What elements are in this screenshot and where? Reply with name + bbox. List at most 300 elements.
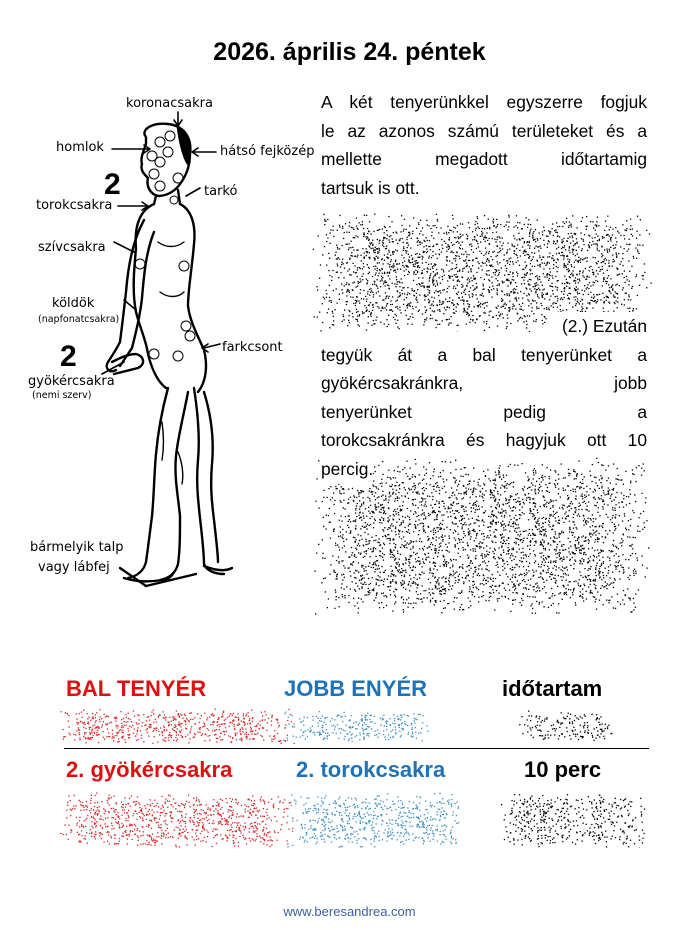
noise-dot — [568, 271, 569, 272]
noise-dot — [611, 582, 612, 583]
noise-dot — [468, 294, 469, 295]
noise-dot — [357, 236, 358, 237]
noise-dot — [504, 568, 505, 569]
noise-dot — [394, 266, 395, 267]
noise-dot — [377, 268, 378, 269]
noise-dot — [580, 505, 581, 506]
noise-dot — [608, 585, 609, 586]
noise-dot — [373, 588, 374, 589]
noise-dot — [534, 554, 535, 555]
noise-dot — [429, 592, 430, 593]
noise-dot — [452, 505, 453, 506]
noise-dot — [425, 532, 426, 533]
noise-dot — [639, 531, 640, 532]
noise-dot — [508, 484, 509, 485]
noise-dot — [431, 257, 432, 258]
noise-dot — [490, 523, 491, 524]
noise-dot — [471, 507, 472, 508]
noise-dot — [481, 234, 482, 235]
noise-dot — [522, 512, 523, 513]
noise-dot — [355, 583, 356, 584]
noise-dot — [557, 241, 558, 242]
noise-dot — [423, 573, 424, 574]
noise-dot — [558, 280, 559, 281]
noise-dot — [534, 545, 535, 546]
noise-dot — [542, 296, 543, 297]
noise-dot — [579, 271, 580, 272]
noise-dot — [392, 525, 393, 526]
noise-dot — [563, 241, 564, 242]
noise-dot — [392, 238, 393, 239]
noise-dot — [433, 568, 434, 569]
noise-dot — [578, 582, 579, 583]
noise-dot — [390, 583, 391, 584]
noise-dot — [383, 299, 384, 300]
noise-dot — [633, 602, 634, 603]
noise-dot — [479, 543, 480, 544]
noise-dot — [598, 497, 599, 498]
noise-dot — [593, 294, 594, 295]
noise-dot — [615, 497, 616, 498]
noise-dot — [333, 226, 334, 227]
noise-dot — [427, 536, 428, 537]
noise-dot — [600, 588, 601, 589]
noise-dot — [513, 521, 514, 522]
noise-dot — [569, 531, 570, 532]
noise-dot — [473, 275, 474, 276]
noise-dot — [375, 252, 376, 253]
noise-dot — [357, 267, 358, 268]
noise-dot — [510, 557, 511, 558]
noise-dot — [337, 265, 338, 266]
noise-dot — [488, 289, 489, 290]
noise-dot — [496, 269, 497, 270]
noise-dot — [438, 550, 439, 551]
noise-dot — [402, 531, 403, 532]
noise-dot — [455, 274, 456, 275]
noise-dot — [595, 580, 596, 581]
noise-dot — [386, 305, 387, 306]
noise-dot — [596, 530, 597, 531]
noise-dot — [598, 574, 599, 575]
noise-dot — [394, 509, 395, 510]
noise-dot — [423, 246, 424, 247]
noise-dot — [416, 561, 417, 562]
noise-dot — [432, 282, 433, 283]
noise-dot — [421, 598, 422, 599]
noise-dot — [613, 545, 614, 546]
noise-dot — [374, 600, 375, 601]
noise-dot — [341, 583, 342, 584]
noise-dot — [506, 224, 507, 225]
noise-dot — [482, 293, 483, 294]
noise-dot — [510, 519, 511, 520]
noise-dot — [555, 520, 556, 521]
noise-dot — [474, 596, 475, 597]
noise-dot — [328, 598, 329, 599]
noise-dot — [594, 541, 595, 542]
noise-dot — [431, 542, 432, 543]
noise-dot — [368, 588, 369, 589]
noise-dot — [472, 265, 473, 266]
noise-dot — [556, 566, 557, 567]
noise-dot — [355, 508, 356, 509]
noise-dot — [324, 298, 325, 299]
noise-dot — [484, 536, 485, 537]
noise-dot — [330, 243, 331, 244]
noise-dot — [439, 511, 440, 512]
noise-dot — [478, 565, 479, 566]
noise-dot — [435, 253, 436, 254]
noise-dot — [628, 244, 629, 245]
noise-dot — [561, 558, 562, 559]
noise-dot — [439, 302, 440, 303]
noise-dot — [436, 304, 437, 305]
noise-dot — [395, 575, 396, 576]
noise-dot — [394, 603, 395, 604]
noise-dot — [599, 566, 600, 567]
noise-dot — [542, 539, 543, 540]
noise-dot — [605, 258, 606, 259]
noise-dot — [409, 233, 410, 234]
noise-dot — [563, 576, 564, 577]
noise-dot — [353, 229, 354, 230]
noise-dot — [483, 595, 484, 596]
noise-dot — [537, 582, 538, 583]
noise-dot — [617, 594, 618, 595]
noise-dot — [568, 575, 569, 576]
noise-dot — [378, 489, 379, 490]
noise-dot — [469, 227, 470, 228]
noise-dot — [424, 299, 425, 300]
noise-dot — [568, 548, 569, 549]
noise-dot — [545, 522, 546, 523]
noise-dot — [389, 486, 390, 487]
noise-dot — [601, 486, 602, 487]
noise-dot — [315, 613, 316, 614]
noise-dot — [392, 557, 393, 558]
noise-dot — [563, 294, 564, 295]
noise-dot — [498, 593, 499, 594]
noise-dot — [395, 534, 396, 535]
noise-dot — [472, 518, 473, 519]
noise-dot — [554, 514, 555, 515]
noise-dot — [318, 508, 319, 509]
noise-dot — [343, 500, 344, 501]
noise-dot — [368, 594, 369, 595]
noise-dot — [406, 250, 407, 251]
noise-dot — [393, 591, 394, 592]
noise-dot — [402, 282, 403, 283]
noise-dot — [524, 575, 525, 576]
noise-dot — [592, 307, 593, 308]
noise-dot — [470, 489, 471, 490]
noise-dot — [624, 248, 625, 249]
noise-dot — [327, 219, 328, 220]
noise-dot — [556, 266, 557, 267]
noise-dot — [585, 509, 586, 510]
noise-dot — [535, 613, 536, 614]
noise-dot — [638, 589, 639, 590]
noise-dot — [316, 286, 317, 287]
noise-dot — [611, 596, 612, 597]
noise-dot — [528, 566, 529, 567]
noise-dot — [405, 589, 406, 590]
noise-dot — [464, 511, 465, 512]
noise-dot — [486, 232, 487, 233]
label-szivcsakra: szívcsakra — [38, 240, 106, 255]
noise-dot — [368, 511, 369, 512]
noise-dot — [613, 248, 614, 249]
noise-dot — [453, 258, 454, 259]
noise-dot — [522, 593, 523, 594]
noise-dot — [352, 263, 353, 264]
noise-dot — [467, 308, 468, 309]
noise-dot — [497, 237, 498, 238]
noise-dot — [409, 519, 410, 520]
noise-dot — [578, 543, 579, 544]
noise-dot — [446, 251, 447, 252]
noise-dot — [391, 523, 392, 524]
noise-dot — [453, 252, 454, 253]
noise-dot — [515, 523, 516, 524]
noise-dot — [455, 580, 456, 581]
noise-dot — [531, 260, 532, 261]
noise-dot — [500, 250, 501, 251]
noise-dot — [551, 258, 552, 259]
noise-dot — [422, 270, 423, 271]
noise-dot — [456, 503, 457, 504]
noise-dot — [590, 300, 591, 301]
noise-dot — [422, 548, 423, 549]
noise-dot — [413, 504, 414, 505]
noise-dot — [499, 237, 500, 238]
noise-dot — [484, 556, 485, 557]
noise-dot — [357, 276, 358, 277]
noise-dot — [363, 527, 364, 528]
noise-dot — [576, 486, 577, 487]
noise-dot — [431, 573, 432, 574]
noise-dot — [553, 243, 554, 244]
noise-dot — [385, 285, 386, 286]
noise-dot — [390, 576, 391, 577]
noise-dot — [411, 238, 412, 239]
noise-dot — [357, 256, 358, 257]
noise-dot — [428, 225, 429, 226]
noise-dot — [518, 584, 519, 585]
noise-dot — [431, 303, 432, 304]
noise-dot — [406, 531, 407, 532]
noise-dot — [543, 227, 544, 228]
noise-dot — [360, 553, 361, 554]
noise-dot — [537, 289, 538, 290]
noise-dot — [424, 294, 425, 295]
noise-dot — [545, 503, 546, 504]
noise-dot — [620, 246, 621, 247]
noise-dot — [441, 239, 442, 240]
label-farkcsont: farkcsont — [222, 340, 283, 355]
noise-dot — [402, 580, 403, 581]
noise-dot — [435, 585, 436, 586]
noise-dot — [335, 309, 336, 310]
noise-dot — [433, 558, 434, 559]
noise-dot — [583, 239, 584, 240]
noise-dot — [410, 306, 411, 307]
noise-dot — [408, 498, 409, 499]
noise-dot — [407, 294, 408, 295]
noise-dot — [400, 269, 401, 270]
noise-dot — [636, 258, 637, 259]
noise-dot — [583, 525, 584, 526]
noise-dot — [432, 499, 433, 500]
noise-dot — [497, 598, 498, 599]
noise-dot — [445, 544, 446, 545]
noise-dot — [510, 568, 511, 569]
noise-dot — [603, 281, 604, 282]
noise-dot — [359, 282, 360, 283]
noise-dot — [394, 556, 395, 557]
noise-dot — [450, 276, 451, 277]
noise-dot — [438, 577, 439, 578]
noise-dot — [388, 285, 389, 286]
noise-dot — [632, 544, 633, 545]
noise-dot — [400, 547, 401, 548]
noise-dot — [483, 296, 484, 297]
noise-dot — [407, 304, 408, 305]
noise-dot — [541, 564, 542, 565]
noise-dot — [514, 583, 515, 584]
noise-dot — [448, 249, 449, 250]
noise-dot — [580, 258, 581, 259]
noise-dot — [339, 226, 340, 227]
noise-dot — [448, 232, 449, 233]
noise-dot — [586, 491, 587, 492]
noise-dot — [435, 290, 436, 291]
noise-dot — [607, 216, 608, 217]
noise-dot — [571, 501, 572, 502]
noise-dot — [355, 305, 356, 306]
noise-dot — [452, 493, 453, 494]
noise-dot — [358, 598, 359, 599]
noise-dot — [350, 247, 351, 248]
noise-dot — [514, 288, 515, 289]
noise-dot — [506, 268, 507, 269]
noise-dot — [428, 302, 429, 303]
noise-dot — [509, 216, 510, 217]
noise-dot — [509, 295, 510, 296]
noise-dot — [571, 508, 572, 509]
noise-dot — [365, 544, 366, 545]
noise-dot — [439, 543, 440, 544]
noise-dot — [521, 598, 522, 599]
noise-dot — [490, 256, 491, 257]
noise-dot — [469, 244, 470, 245]
noise-dot — [547, 273, 548, 274]
noise-dot — [612, 522, 613, 523]
noise-dot — [456, 497, 457, 498]
noise-dot — [407, 247, 408, 248]
noise-dot — [583, 584, 584, 585]
noise-dot — [525, 530, 526, 531]
noise-dot — [484, 279, 485, 280]
noise-dot — [385, 595, 386, 596]
noise-dot — [337, 263, 338, 264]
noise-dot — [630, 519, 631, 520]
noise-dot — [646, 287, 647, 288]
noise-dot — [442, 524, 443, 525]
noise-dot — [442, 550, 443, 551]
noise-dot — [482, 493, 483, 494]
noise-dot — [417, 289, 418, 290]
noise-dot — [595, 539, 596, 540]
noise-dot — [376, 584, 377, 585]
noise-dot — [431, 263, 432, 264]
noise-dot — [542, 490, 543, 491]
noise-dot — [483, 580, 484, 581]
noise-dot — [545, 293, 546, 294]
noise-dot — [576, 227, 577, 228]
noise-dot — [444, 559, 445, 560]
noise-dot — [382, 307, 383, 308]
noise-dot — [537, 294, 538, 295]
noise-dot — [578, 547, 579, 548]
noise-dot — [540, 534, 541, 535]
noise-dot — [578, 506, 579, 507]
noise-dot — [436, 550, 437, 551]
noise-dot — [447, 306, 448, 307]
noise-dot — [504, 294, 505, 295]
noise-dot — [603, 575, 604, 576]
noise-dot — [535, 285, 536, 286]
noise-dot — [416, 492, 417, 493]
noise-dot — [590, 590, 591, 591]
noise-dot — [340, 500, 341, 501]
noise-dot — [418, 515, 419, 516]
noise-dot — [352, 247, 353, 248]
noise-dot — [621, 542, 622, 543]
noise-dot — [374, 258, 375, 259]
noise-dot — [589, 533, 590, 534]
noise-dot — [544, 289, 545, 290]
noise-dot — [612, 265, 613, 266]
noise-dot — [634, 494, 635, 495]
noise-dot — [644, 527, 645, 528]
noise-dot — [460, 607, 461, 608]
noise-dot — [475, 555, 476, 556]
noise-dot — [471, 249, 472, 250]
noise-dot — [607, 504, 608, 505]
noise-dot — [381, 486, 382, 487]
noise-dot — [499, 262, 500, 263]
noise-dot — [542, 545, 543, 546]
noise-dot — [486, 273, 487, 274]
noise-dot — [505, 597, 506, 598]
noise-dot — [610, 498, 611, 499]
noise-dot — [518, 524, 519, 525]
noise-dot — [414, 266, 415, 267]
noise-dot — [369, 272, 370, 273]
noise-dot — [593, 518, 594, 519]
noise-dot — [589, 302, 590, 303]
noise-dot — [514, 305, 515, 306]
noise-dot — [339, 493, 340, 494]
noise-dot — [528, 305, 529, 306]
noise-dot — [577, 291, 578, 292]
noise-dot — [513, 293, 514, 294]
noise-dot — [604, 259, 605, 260]
noise-dot — [594, 489, 595, 490]
noise-dot — [579, 303, 580, 304]
